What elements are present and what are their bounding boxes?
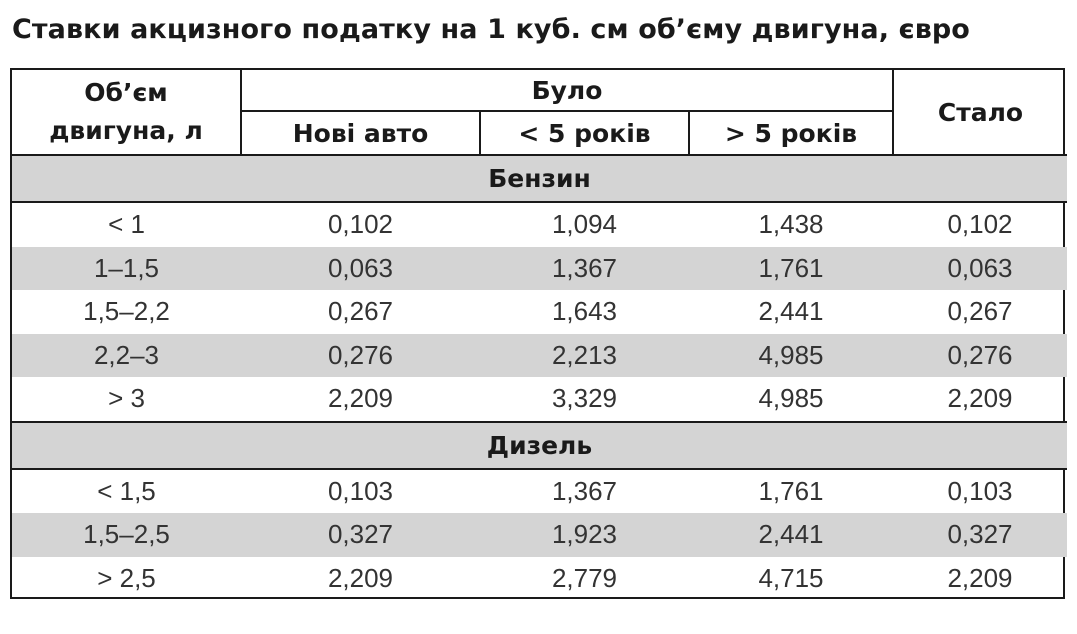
- excise-table-frame: [10, 68, 1065, 599]
- table-row: [12, 469, 1067, 514]
- volume-cell: < 1: [108, 209, 145, 240]
- new-cars-cell: 0,063: [241, 247, 480, 291]
- table-row: [12, 247, 1067, 291]
- header-gt5-years: > 5 років: [689, 111, 893, 155]
- volume-cell: < 1,5: [97, 475, 156, 506]
- new-cars-cell: 0,102: [327, 209, 394, 240]
- header-was: Було: [241, 70, 893, 111]
- table-row: [12, 202, 1067, 247]
- header-became: Стало: [893, 70, 1067, 155]
- excise-table: [12, 70, 1067, 600]
- gt5-years-cell: 4,715: [758, 562, 824, 593]
- volume-cell: 1,5–2,5: [12, 513, 241, 557]
- current-rate-cell: 0,102: [947, 209, 1013, 240]
- volume-cell: 2,2–3: [12, 334, 241, 378]
- current-rate-cell: 0,063: [893, 247, 1067, 291]
- table-row: [12, 377, 1067, 422]
- header-volume: [12, 70, 241, 155]
- section-header-row: [12, 422, 1067, 469]
- section-header-row: [12, 155, 1067, 202]
- lt5-years-cell: 3,329: [551, 383, 618, 414]
- current-rate-cell: 0,276: [893, 334, 1067, 378]
- lt5-years-cell: 2,213: [480, 334, 689, 378]
- current-rate-cell: 0,327: [893, 513, 1067, 557]
- lt5-years-cell: 1,923: [480, 513, 689, 557]
- gt5-years-cell: 1,438: [758, 209, 824, 240]
- new-cars-cell: 0,103: [327, 475, 394, 506]
- current-rate-cell: 2,209: [947, 383, 1013, 414]
- lt5-years-cell: 2,779: [551, 562, 618, 593]
- volume-cell: > 3: [108, 383, 145, 414]
- gt5-years-cell: 1,761: [758, 475, 824, 506]
- table-body: [12, 155, 1067, 600]
- current-rate-cell: 2,209: [947, 562, 1013, 593]
- header-new-cars: Нові авто: [241, 111, 480, 155]
- current-rate-cell: 0,267: [947, 296, 1013, 327]
- new-cars-cell: 2,209: [327, 562, 394, 593]
- table-row: [12, 334, 1067, 378]
- new-cars-cell: 0,267: [327, 296, 394, 327]
- volume-cell: 1,5–2,2: [83, 296, 170, 327]
- table-row: [12, 290, 1067, 334]
- gt5-years-cell: 4,985: [758, 383, 824, 414]
- gt5-years-cell: 1,761: [689, 247, 893, 291]
- gt5-years-cell: 4,985: [689, 334, 893, 378]
- lt5-years-cell: 1,367: [551, 475, 618, 506]
- volume-cell: > 2,5: [97, 562, 156, 593]
- section-title: Дизель: [12, 422, 1067, 469]
- header-volume-line2: двигуна, л: [49, 116, 203, 145]
- section-title: Бензин: [12, 155, 1067, 202]
- current-rate-cell: 0,103: [947, 475, 1013, 506]
- volume-cell: 1–1,5: [12, 247, 241, 291]
- lt5-years-cell: 1,094: [551, 209, 618, 240]
- table-row: [12, 557, 1067, 601]
- gt5-years-cell: 2,441: [758, 296, 824, 327]
- header-volume-line1: Об’єм: [84, 78, 168, 107]
- new-cars-cell: 2,209: [327, 383, 394, 414]
- lt5-years-cell: 1,643: [551, 296, 618, 327]
- new-cars-cell: 0,327: [241, 513, 480, 557]
- page-title: Ставки акцизного податку на 1 куб. см об’єму двигуна, євро: [12, 14, 970, 45]
- gt5-years-cell: 2,441: [689, 513, 893, 557]
- table-row: [12, 513, 1067, 557]
- lt5-years-cell: 1,367: [480, 247, 689, 291]
- new-cars-cell: 0,276: [241, 334, 480, 378]
- header-lt5-years: < 5 років: [480, 111, 689, 155]
